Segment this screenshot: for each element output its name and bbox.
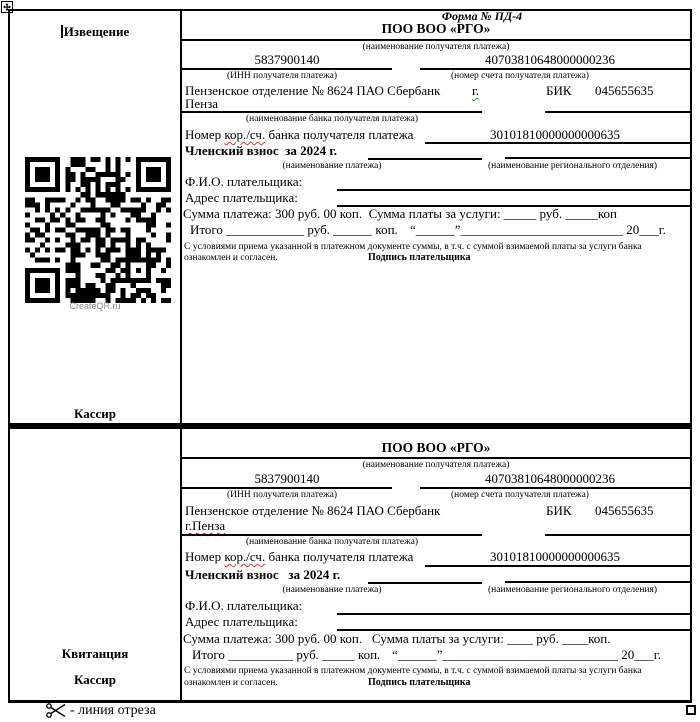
receipt-bank-caption: (наименование банка получателя платежа): [245, 537, 419, 547]
receipt-bank-name: Пензенское отделение № 8624 ПАО Сбербанк: [185, 503, 441, 518]
section-divider: [8, 423, 692, 429]
notice-payment-caption: (наименование платежа): [282, 161, 382, 171]
notice-agreement-line2: ознакомлен и согласен.: [184, 253, 278, 263]
receipt-signature-label: Подпись плательщика: [368, 677, 471, 688]
notice-bank-city-prefix: г.: [472, 83, 480, 98]
notice-date-line: “______”_________________________ 20___г.: [410, 222, 666, 237]
notice-regional-caption: (наименование регионального отделения): [487, 161, 658, 171]
notice-inn-caption: (ИНН получателя платежа): [226, 71, 338, 81]
underline: [505, 581, 690, 583]
notice-account: 40703810648000000236: [485, 52, 615, 67]
notice-signature-label: Подпись плательщика: [368, 252, 471, 263]
receipt-recipient-caption: (наименование получателя платежа): [362, 460, 510, 470]
receipt-recipient-name: ПОО ВОО «РГО»: [381, 440, 491, 455]
receipt-account: 40703810648000000236: [485, 471, 615, 486]
receipt-cashier-label: Кассир: [73, 672, 116, 687]
receipt-corr-account: 30101810000000000635: [490, 549, 620, 564]
receipt-inn-caption: (ИНН получателя платежа): [226, 490, 338, 500]
notice-amount-line: Сумма платежа: 300 руб. 00 коп. Сумма платы за услуги: _____ руб. _____коп: [183, 206, 617, 221]
rule: [182, 457, 690, 459]
underline: [368, 582, 482, 584]
receipt-date-line: “______”___________________________ 20___г.: [392, 647, 661, 662]
notice-bik-label: БИК: [546, 83, 572, 98]
underline: [425, 565, 690, 567]
receipt-stub-label: Квитанция: [61, 646, 129, 661]
notice-recipient-caption: (наименование получателя платежа): [362, 42, 510, 52]
underline: [337, 613, 690, 615]
notice-bank-name: Пензенское отделение № 8624 ПАО Сбербанк: [185, 83, 441, 98]
receipt-payment-name: Членский взнос за 2024 г.: [185, 567, 341, 582]
receipt-total-line: Итого __________ руб. _____ коп.: [192, 647, 381, 662]
receipt-amount-line: Сумма платежа: 300 руб. 00 коп. Сумма платы за услуги: ____ руб. ____коп.: [183, 631, 611, 646]
receipt-payment-caption: (наименование платежа): [282, 585, 382, 595]
cut-line: [46, 702, 156, 719]
receipt-agreement-line1: С условиями приема указанной в платежном документе суммы, в т.ч. с суммой взимаемой платы за услуги банка: [184, 666, 642, 676]
notice-payment-name: Членский взнос за 2024 г.: [185, 143, 338, 158]
underline: [420, 68, 690, 70]
qr-code: [25, 157, 171, 303]
receipt-payer-address-label: Адрес плательщика:: [185, 614, 298, 629]
notice-bank-caption: (наименование банка получателя платежа): [245, 114, 419, 124]
notice-account-caption: (номер счета получателя платежа): [451, 71, 589, 81]
notice-bank-city: Пенза: [185, 96, 219, 111]
receipt-bik-label: БИК: [546, 503, 572, 518]
underline: [545, 534, 690, 536]
table-resize-handle[interactable]: [686, 705, 696, 715]
receipt-agreement-line2: ознакомлен и согласен.: [184, 678, 278, 688]
rule: [182, 39, 690, 41]
cut-line-label: - линия отреза: [70, 702, 156, 718]
underline: [182, 487, 392, 489]
receipt-bik-value: 045655635: [595, 503, 654, 518]
notice-payer-address-label: Адрес плательщика:: [185, 190, 298, 205]
receipt-regional-caption: (наименование регионального отделения): [487, 585, 658, 595]
underline: [182, 111, 482, 113]
underline: [182, 534, 482, 536]
text-cursor: [61, 25, 63, 38]
qr-watermark: CreateQR.ru: [69, 301, 121, 311]
underline: [337, 189, 690, 191]
notice-bik-value: 045655635: [595, 83, 654, 98]
underline: [545, 111, 690, 113]
notice-inn: 5837900140: [254, 52, 320, 67]
underline: [505, 157, 690, 159]
notice-stub-label: Извещение: [10, 25, 180, 39]
notice-agreement-line1: С условиями приема указанной в платежном документе суммы, в т.ч. с суммой взимаемой платы за услуги банка: [184, 242, 642, 252]
underline: [368, 158, 482, 160]
receipt-corr-label: Номер кор./сч. банка получателя платежа: [185, 549, 414, 564]
notice-corr-account: 30101810000000000635: [490, 127, 620, 142]
receipt-bank-city: г.Пенза: [185, 518, 226, 533]
notice-recipient-name: ПОО ВОО «РГО»: [381, 21, 491, 36]
receipt-payer-name-label: Ф.И.О. плательщика:: [185, 598, 303, 613]
underline: [420, 487, 690, 489]
receipt-account-caption: (номер счета получателя платежа): [451, 490, 589, 500]
notice-payer-name-label: Ф.И.О. плательщика:: [185, 174, 303, 189]
form-number: Форма № ПД-4: [441, 9, 523, 23]
notice-corr-label: Номер кор./сч. банка получателя платежа: [185, 127, 414, 142]
scissors-icon: [46, 702, 66, 719]
underline: [425, 142, 690, 144]
notice-cashier-label: Кассир: [73, 406, 116, 421]
receipt-inn: 5837900140: [254, 471, 320, 486]
underline: [182, 68, 392, 70]
notice-total-line: Итого ____________ руб. ______ коп.: [190, 222, 398, 237]
